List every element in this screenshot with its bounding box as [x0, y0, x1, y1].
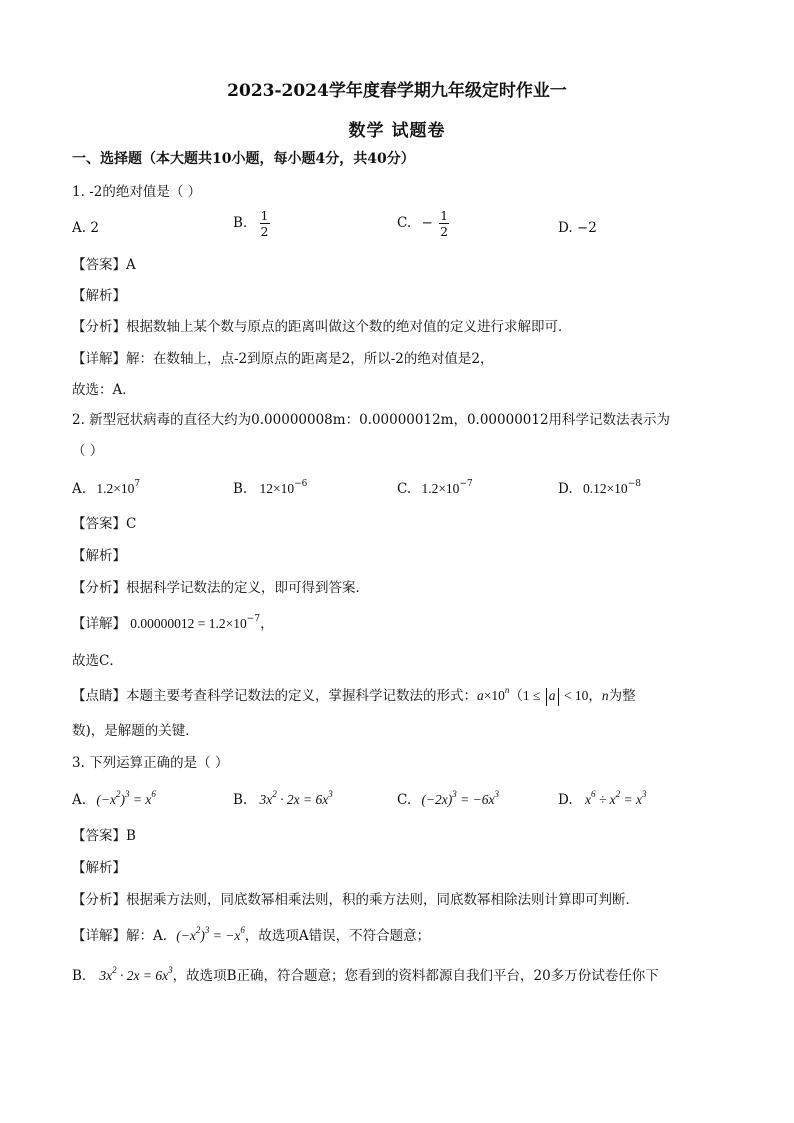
q2-option-a [72, 480, 140, 498]
exponent: 6 [240, 925, 245, 935]
option-label: C. [397, 792, 412, 808]
xiangjie-text: 解：在数轴上，点-2到原点的距离是2，所以-2的绝对值是2， [126, 351, 494, 367]
expr-part: · 2x = 6x [116, 968, 169, 983]
expr-part: ÷ x [595, 792, 616, 807]
q1-option-d: D. −2 [558, 220, 597, 236]
answer-value: C [126, 516, 137, 532]
answer-value: B [126, 828, 136, 844]
q1-option-b-label: B. [233, 215, 248, 231]
line-expression [99, 965, 173, 983]
q2-option-b [233, 480, 307, 498]
q2-fenxi [72, 579, 369, 597]
answer-label: 【答案】 [72, 257, 126, 273]
answer-label: 【答案】 [72, 828, 126, 844]
question-3-stem: 3. 下列运算正确的是（ ） [72, 755, 229, 771]
exponent: 3 [641, 789, 647, 799]
dianjing-tail: 为整 [608, 688, 636, 704]
question-2-stem: 2. 新型冠状病毒的直径大约为0.00000008m：0.00000012m，0.00000012用科学记数法表示为 [72, 412, 671, 428]
option-label: D. [558, 481, 573, 497]
exponent: 2 [195, 925, 201, 935]
q2-conclusion: 故选C． [72, 653, 123, 669]
q3-option-b [233, 791, 333, 809]
q2-option-d [558, 480, 641, 498]
fenxi-text: 根据科学记数法的定义，即可得到答案． [126, 580, 369, 596]
expr-part: (−2x) [421, 792, 453, 807]
option-expression [584, 789, 647, 807]
q1-option-c-label: C. [397, 215, 412, 231]
condition-open: （1 ≤ [509, 688, 544, 703]
exponent: 2 [112, 965, 117, 975]
fenxi-text: 根据数轴上某个数与原点的距离叫做这个数的绝对值的定义进行求解即可． [126, 319, 572, 335]
option-label: A. [72, 792, 87, 808]
expr-part: ) [200, 928, 205, 943]
expr-part: (−x [96, 792, 116, 807]
line-tail: ，故选项B正确，符合题意；您看到的资料都源自我们平台，20多万份试卷任你下 [172, 968, 659, 984]
dianjing-label: 【点睛】 [72, 688, 126, 704]
expr-part: = −6x [456, 792, 495, 807]
option-expression [259, 789, 333, 807]
option-label: B. [233, 481, 248, 497]
q1-option-b-fraction [260, 209, 270, 238]
expr-part: x [584, 792, 591, 807]
expr-part: = −x [209, 928, 241, 943]
q2-analysis-heading: 【解析】 [72, 548, 126, 564]
exponent: 6 [590, 789, 596, 799]
q3-answer [72, 827, 136, 845]
exam-subtitle: 数学 试题卷 [348, 121, 446, 141]
q1-option-a: A. 2 [72, 220, 99, 236]
q3-xiangjie [72, 927, 430, 945]
q3-option-c [397, 791, 499, 809]
question-1-stem: 1. -2的绝对值是（ ） [72, 184, 202, 200]
q2-dianjing [72, 687, 636, 706]
fenxi-label: 【分析】 [72, 580, 126, 596]
exponent: 7 [134, 479, 141, 489]
exponent: 2 [615, 789, 621, 799]
exponent: 3 [328, 789, 333, 799]
option-label: A. [72, 481, 87, 497]
fraction-numerator: 1 [260, 208, 269, 223]
fenxi-label: 【分析】 [72, 892, 126, 908]
q3-option-b-analysis [72, 967, 659, 985]
answer-label: 【答案】 [72, 516, 126, 532]
variable-a: a [477, 688, 484, 703]
expr-part: = x [129, 792, 152, 807]
line-prefix: B． [72, 968, 96, 984]
expr-part: · 2x = 6x [276, 792, 329, 807]
q2-answer [72, 515, 136, 533]
condition-close: < 10， [560, 688, 602, 703]
exponent: 3 [124, 789, 130, 799]
exponent: 6 [151, 789, 156, 799]
q1-answer [72, 256, 136, 274]
xiangjie-tail: ，故选项A错误，不符合题意； [244, 928, 431, 944]
q1-fenxi [72, 318, 572, 336]
q2-dianjing-continued: 数)，是解题的关键． [72, 723, 199, 739]
xiangjie-label: 【详解】 [72, 351, 126, 367]
option-expression [96, 789, 156, 807]
exponent: −7 [246, 614, 261, 624]
q3-analysis-heading: 【解析】 [72, 860, 126, 876]
q1-xiangjie [72, 350, 493, 368]
fraction-denominator: 2 [440, 224, 449, 239]
xiangjie-label: 【详解】 [72, 616, 126, 632]
section-heading: 一、选择题（本大题共10小题，每小题4分，共40分） [72, 151, 415, 167]
xiangjie-prefix: 解：A． [126, 928, 177, 944]
q1-option-c-fraction [439, 209, 449, 238]
answer-value: A [126, 257, 136, 273]
expr-part: 3x [99, 968, 113, 983]
fraction-numerator: 1 [440, 208, 449, 223]
fraction-denominator: 2 [260, 224, 269, 239]
expr-part: 3x [259, 792, 273, 807]
exponent: −6 [294, 479, 308, 489]
option-label: B. [233, 792, 248, 808]
exponent: 3 [452, 789, 457, 799]
q1-analysis-heading: 【解析】 [72, 288, 126, 304]
q3-fenxi [72, 891, 639, 909]
expr-part: ) [120, 792, 125, 807]
abs-bar-right [558, 688, 559, 706]
question-2-stem-continued: （ ） [72, 443, 104, 459]
times-ten: ×10 [483, 688, 505, 703]
expr-part: = x [620, 792, 642, 807]
option-label: C. [397, 481, 412, 497]
exponent: 3 [494, 789, 499, 799]
q1-conclusion: 故选：A． [72, 382, 136, 398]
q2-option-c [397, 480, 473, 498]
dianjing-text: 本题主要考查科学记数法的定义，掌握科学记数法的形式： [126, 688, 477, 704]
q1-option-c [397, 209, 449, 238]
option-expression [421, 789, 499, 807]
exponent: 3 [168, 965, 173, 975]
option-label: D. [558, 792, 573, 808]
xiangjie-expression [176, 925, 245, 943]
exam-title: 2023-2024学年度春学期九年级定时作业一 [227, 81, 567, 101]
q2-xiangjie [72, 615, 274, 633]
fenxi-text: 根据乘方法则，同底数幂相乘法则，积的乘方法则，同底数幂相除法则计算即可判断． [126, 892, 639, 908]
variable-a: a [548, 688, 556, 703]
q3-option-a [72, 791, 156, 809]
exponent-n: n [504, 685, 510, 695]
q1-option-b [233, 209, 270, 238]
abs-bar-left [546, 688, 547, 706]
exponent: 3 [204, 925, 210, 935]
expr-part: (−x [176, 928, 196, 943]
exponent: 2 [115, 789, 121, 799]
exponent: 2 [272, 789, 277, 799]
option-expression: 12×10 [259, 481, 295, 496]
minus-sign: − [421, 215, 433, 231]
fenxi-label: 【分析】 [72, 319, 126, 335]
xiangjie-expression: 0.00000012 = 1.2×10 [130, 616, 247, 631]
exponent: −7 [459, 479, 473, 489]
exponent: −8 [627, 479, 641, 489]
punctuation: ， [260, 616, 274, 632]
variable-n: n [601, 688, 609, 703]
xiangjie-label: 【详解】 [72, 928, 126, 944]
option-expression: 1.2×10 [96, 481, 135, 496]
option-expression: 1.2×10 [421, 481, 460, 496]
q3-option-d [558, 791, 646, 809]
option-expression: 0.12×10 [582, 481, 628, 496]
